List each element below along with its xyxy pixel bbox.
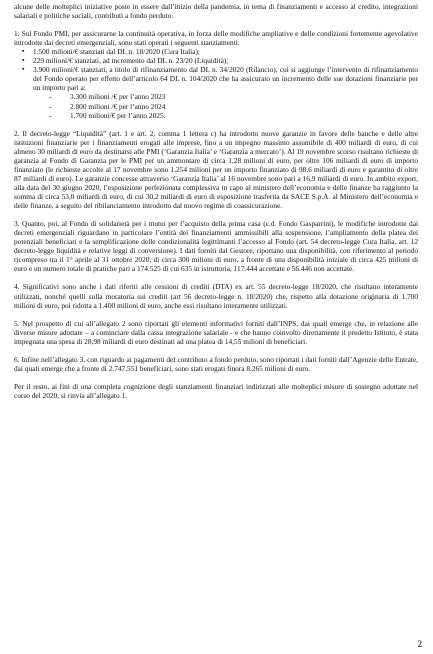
yearly-amount-item: - 3.300 milioni /€ per l’anno 2023	[14, 92, 418, 101]
section-3-paragraph: 3. Quanto, poi, al Fondo di solidarietà per i mutui per l’acquisto della prima casa (c.d. Fondo Gasparrini), le modifiche introdotte dai decreti emergenziali riguardano in particolare l’entità dei finanziamenti ammissibili alla sospensione, l’ampliamento della platea dei potenziali beneficiari e la semplificazione delle condizionalità legittimanti l’accesso al Fondo (art. 54 decreto-legge Cura Italia, art. 12 decreto-legge liquidità e relative leggi di conversione). I dati forniti dal Gestore, riportano una disponibilità, con riferimento al periodo ricompreso tra il 1° aprile al 31 ottobre 2020, di circa 300 milioni di euro, a fronte di una disponibilità iniziale di circa 425 milioni di euro e un numero totale di pratiche pari a 174.525 di cui 635 in istruttoria, 117.444 accettate e 56.446 non accettate.	[14, 219, 418, 274]
section-2-paragraph: 2. Il decreto-legge “Liquidità” (art. 1 e art. 2, comma 1 lettera c) ha introdotto nuove garanzie in favore delle banche e delle altre istituzioni finanziarie per i finanziamenti erogati alle imprese, fino a un impegno massimo assumibile di 400 miliardi di euro, di cui almeno 30 miliardi di euro da destinarsi alle PMI (‘Garanzia Italia’ e ‘Garanzia a mercato’). Al 19 novembre scorso risultano richieste di garanzia al Fondo di Garanzia per le PMI per un ammontare di circa 1,28 milioni di euro, per oltre 106 miliardi di euro di importo finanziato (le richieste accolte al 17 novembre sono 1,254 milioni per un importo finanziato di 98,6 miliardi di euro e garantito di oltre 87 miliardi di euro). Le garanzie concesse attraverso ‘Garanzia Italia’ al 16 novembre sono pari a 16,9 miliardi di euro. In ambito export, alla data del 30 giugno 2020, l’esposizione perfezionata complessiva in capo al ministero dell’economia e delle finanze ha raggiunto la somma di circa 53,0 miliardi di euro, di cui 30,2 miliardi di euro di esposizione trasferita da SACE S.p.A. al Ministero dell’economia e delle finanze, a seguito del ribilanciamento introdotto dal nuovo regime di coassicurazione.	[14, 128, 418, 211]
funding-item: ▪ 3.900 milioni/€ stanziati, a titolo di rifinanziamento dal DL n. 34/2020 (Rilancio), cui si aggiunge l’intervento di rifinanziamento del Fondo operato per effetto dell’articolo 64 DL n. 104/2020 che ha assicurato un incremento delle sue dotazioni finanziarie per un importo pari a:	[14, 65, 418, 92]
yearly-amount-item: - 2.800 milioni /€ per l’anno 2024	[14, 102, 418, 111]
section-6-paragraph: 6. Infine nell’allegato 3, con riguardo ai pagamenti del contributo a fondo perduto, sono riportati i dati forniti dall’Agenzie delle Entrate, dai quali emerge che a fronte di 2.747.551 beneficiari, sono stati erogati finora 8.265 milioni di euro.	[14, 354, 418, 373]
section-5-paragraph: 5. Nel prospetto di cui all’allegato 2 sono riportati gli elementi informativi forniti dall’INPS, dai quali emerge che, in relazione alle diverse misure adottate – a cominciare dalla cassa integrazione salariale - e che hanno coinvolto direttamente il predetto Istituto, è stata impegnata una spesa di 28,98 miliardi di euro destinati ad una platea di 14,55 milioni di beneficiari.	[14, 318, 418, 346]
funding-list	[14, 47, 418, 92]
document-page	[14, 2, 418, 400]
yearly-amounts-list	[14, 92, 418, 119]
intro-paragraph: alcune delle molteplici iniziative poste in essere dall’inizio della pandemia, in tema di finanziamenti e accesso al credito, integrazioni salariali e politiche sociali, contributi a fondo perduto.	[14, 2, 418, 21]
funding-item: ▪ 229 milioni/€ stanziati, ad incremento dal DL n. 23/20 (Liquidità);	[14, 56, 418, 65]
closing-paragraph: Per il resto, ai fini di una completa cognizione degli stanziamenti finanziari indirizzati alle molteplici misure di sostegno adottate nel corso del 2020, si rinvia all’allegato 1.	[14, 381, 418, 401]
yearly-amount-item: - 1.700 milioni/€ per l’anno 2025.	[14, 111, 418, 120]
section-1-paragraph: 1. Sul Fondo PMI, per assicurarne la continuità operativa, in forza delle modifiche ampliative e delle condizioni fortemente agevolative introdotte dai decreti emergenziali, sono stati operati i seguenti stanziamenti:	[14, 29, 418, 48]
section-4-paragraph: 4. Significativi sono anche i dati riferiti alle cessioni di crediti (DTA) ex art. 55 decreto-legge 18/2020, che risultano interamente utilizzati, nonché quelli sulla moratoria sui crediti (art 56 decreto-legge n. 18/2020) che, rispetto alla dotazione originaria di 1.700 milioni di euro, poi ridotta a 1.400 milioni di euro, anche essi risultano interamente utilizzati.	[14, 282, 418, 310]
funding-item: ▪ 1.500 milioni/€ stanziati dal DL n. 18/2020 (Cura Italia);	[14, 47, 418, 56]
page-number: 2	[417, 639, 422, 649]
